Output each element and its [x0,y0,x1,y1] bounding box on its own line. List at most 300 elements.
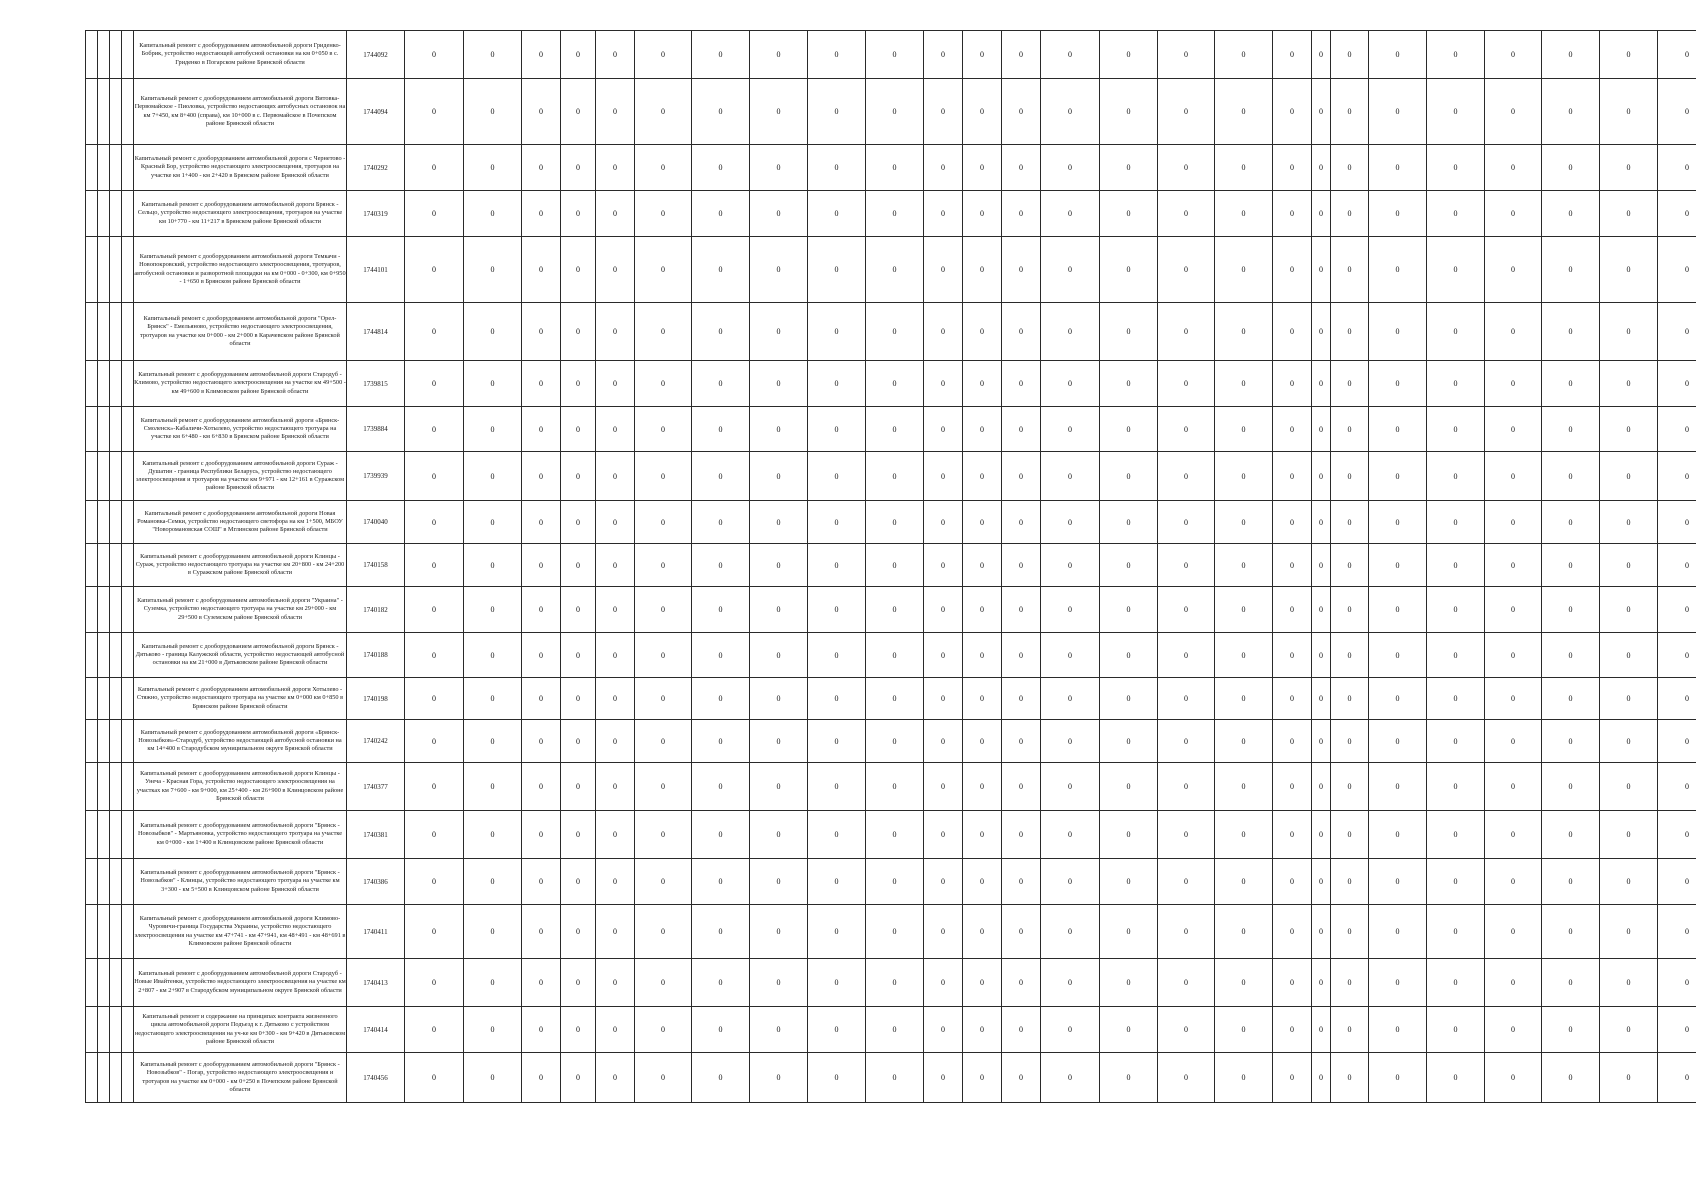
value-cell: 0 [405,720,464,763]
value-cell: 0 [692,811,750,859]
value-cell: 0 [1542,79,1600,145]
value-cell: 0 [924,501,963,544]
value-cell: 0 [635,191,692,237]
table-row [86,959,1696,1007]
value-cell: 0 [1427,407,1485,452]
value-cell: 0 [464,79,522,145]
index-cell [98,237,110,303]
value-cell: 0 [464,501,522,544]
value-cell: 0 [750,678,808,720]
value-cell: 0 [1331,452,1369,501]
value-cell: 0 [1331,191,1369,237]
value-cell: 0 [866,959,924,1007]
value-cell: 0 [1658,905,1696,959]
value-cell: 0 [924,1053,963,1103]
value-cell: 0 [1100,1053,1158,1103]
value-cell: 0 [750,31,808,79]
value-cell: 0 [963,811,1002,859]
value-cell: 0 [1312,237,1331,303]
value-cell: 0 [1002,544,1041,587]
value-cell: 0 [963,1007,1002,1053]
value-cell: 0 [1331,859,1369,905]
object-code-cell: 1739939 [347,452,405,501]
value-cell: 0 [1600,811,1658,859]
table-row [86,905,1696,959]
value-cell: 0 [1485,859,1542,905]
value-cell: 0 [750,633,808,678]
value-cell: 0 [522,720,561,763]
value-cell: 0 [1485,361,1542,407]
value-cell: 0 [522,959,561,1007]
value-cell: 0 [1041,720,1100,763]
index-cell [110,452,122,501]
object-code-cell: 1739884 [347,407,405,452]
index-cell [98,145,110,191]
value-cell: 0 [596,501,635,544]
value-cell: 0 [1369,31,1427,79]
value-cell: 0 [692,31,750,79]
value-cell: 0 [692,361,750,407]
value-cell: 0 [750,361,808,407]
index-cell [110,905,122,959]
value-cell: 0 [1312,145,1331,191]
object-code-cell: 1740182 [347,587,405,633]
value-cell: 0 [1002,501,1041,544]
value-cell: 0 [1658,361,1696,407]
value-cell: 0 [808,959,866,1007]
object-description-cell: Капитальный ремонт с дооборудованием автомобильной дороги "Украина" - Суземка, устройство недостающего тротуара на участке км 29+000 - км 29+500 в Суземском районе Брянской области [134,587,347,633]
value-cell: 0 [1100,633,1158,678]
object-code-cell: 1744092 [347,31,405,79]
value-cell: 0 [866,501,924,544]
value-cell: 0 [405,678,464,720]
index-cell [86,501,98,544]
value-cell: 0 [1002,1053,1041,1103]
value-cell: 0 [1600,31,1658,79]
value-cell: 0 [1002,31,1041,79]
index-cell [86,1053,98,1103]
value-cell: 0 [866,191,924,237]
object-description-cell: Капитальный ремонт с дооборудованием автомобильной дороги Витовка-Первомайское - Пиоловка, устройство недостающих автобусных остановок на км 7+450, км 8+400 (справа), км 10+000 в с. Первомайское в Почепском районе Брянской области [134,79,347,145]
value-cell: 0 [1369,544,1427,587]
value-cell: 0 [1002,407,1041,452]
object-description-cell: Капитальный ремонт с дооборудованием автомобильной дороги "Брянск - Новозыбков" - Мартьяновка, устройство недостающего тротуара на участке км 0+000 - км 1+400 в Клинцовском районе Брянской области [134,811,347,859]
value-cell: 0 [464,959,522,1007]
value-cell: 0 [963,633,1002,678]
value-cell: 0 [1100,407,1158,452]
value-cell: 0 [1100,720,1158,763]
value-cell: 0 [522,859,561,905]
value-cell: 0 [1542,959,1600,1007]
value-cell: 0 [1215,905,1273,959]
value-cell: 0 [405,859,464,905]
value-cell: 0 [1542,145,1600,191]
value-cell: 0 [1215,31,1273,79]
value-cell: 0 [808,544,866,587]
value-cell: 0 [1100,544,1158,587]
value-cell: 0 [635,678,692,720]
value-cell: 0 [1427,905,1485,959]
value-cell: 0 [1369,361,1427,407]
index-cell [98,407,110,452]
value-cell: 0 [596,763,635,811]
index-cell [86,1007,98,1053]
index-cell [86,678,98,720]
object-code-cell: 1740456 [347,1053,405,1103]
object-code-cell: 1744094 [347,79,405,145]
value-cell: 0 [808,763,866,811]
table-row [86,237,1696,303]
value-cell: 0 [924,633,963,678]
value-cell: 0 [1600,452,1658,501]
value-cell: 0 [924,303,963,361]
value-cell: 0 [692,544,750,587]
object-description-cell: Капитальный ремонт с дооборудованием автомобильной дороги Клинцы - Сураж, устройство недостающего тротуара на участке км 20+800 - км 24+200 в Суражском районе Брянской области [134,544,347,587]
index-cell [98,544,110,587]
value-cell: 0 [1427,811,1485,859]
value-cell: 0 [1658,959,1696,1007]
value-cell: 0 [561,191,596,237]
value-cell: 0 [405,31,464,79]
value-cell: 0 [464,1053,522,1103]
value-cell: 0 [1427,31,1485,79]
value-cell: 0 [596,191,635,237]
value-cell: 0 [1002,452,1041,501]
index-cell [98,31,110,79]
value-cell: 0 [1485,763,1542,811]
value-cell: 0 [1273,633,1312,678]
index-cell [98,763,110,811]
value-cell: 0 [635,905,692,959]
value-cell: 0 [1427,1007,1485,1053]
value-cell: 0 [750,859,808,905]
value-cell: 0 [464,905,522,959]
index-cell [98,811,110,859]
value-cell: 0 [1273,544,1312,587]
value-cell: 0 [522,544,561,587]
index-cell [110,678,122,720]
value-cell: 0 [1542,763,1600,811]
value-cell: 0 [692,859,750,905]
index-cell [122,720,134,763]
index-cell [98,303,110,361]
value-cell: 0 [1312,811,1331,859]
value-cell: 0 [561,452,596,501]
table-row [86,452,1696,501]
value-cell: 0 [1158,720,1215,763]
value-cell: 0 [1158,763,1215,811]
value-cell: 0 [405,303,464,361]
value-cell: 0 [1215,145,1273,191]
value-cell: 0 [1542,633,1600,678]
value-cell: 0 [561,501,596,544]
value-cell: 0 [1485,145,1542,191]
value-cell: 0 [963,361,1002,407]
value-cell: 0 [1041,237,1100,303]
value-cell: 0 [1658,763,1696,811]
index-cell [122,633,134,678]
value-cell: 0 [866,145,924,191]
budget-table [85,30,1696,1103]
value-cell: 0 [405,191,464,237]
value-cell: 0 [635,544,692,587]
object-description-cell: Капитальный ремонт с дооборудованием автомобильной дороги «Брянск-Смоленск»-Кабаличи-Хотылево, устройство недостающего тротуара на участке км 6+480 - км 6+830 в Брянском районе Брянской области [134,407,347,452]
value-cell: 0 [1600,237,1658,303]
index-cell [122,407,134,452]
value-cell: 0 [1369,720,1427,763]
value-cell: 0 [924,361,963,407]
value-cell: 0 [405,633,464,678]
index-cell [110,237,122,303]
value-cell: 0 [1041,678,1100,720]
object-description-cell: Капитальный ремонт с дооборудованием автомобильной дороги Темкачи - Новопокровский, устройство недостающего электроосвещения, тротуаров, автобусной остановки и разворотной площадки на км 0+000 - 0+300, км 0+950 - 1+650 в Брянском районе Брянской области [134,237,347,303]
value-cell: 0 [692,1053,750,1103]
value-cell: 0 [1100,303,1158,361]
value-cell: 0 [635,811,692,859]
object-description-cell: Капитальный ремонт с дооборудованием автомобильной дороги Новая Романовка-Семки, устройство недостающего светофора на км 1+500, МБОУ "Новоромановская СОШ" в Мглинском районе Брянской области [134,501,347,544]
value-cell: 0 [750,763,808,811]
index-cell [86,587,98,633]
value-cell: 0 [464,1007,522,1053]
value-cell: 0 [1331,811,1369,859]
value-cell: 0 [596,237,635,303]
value-cell: 0 [522,79,561,145]
value-cell: 0 [1041,452,1100,501]
value-cell: 0 [1427,191,1485,237]
value-cell: 0 [1658,79,1696,145]
value-cell: 0 [561,79,596,145]
value-cell: 0 [522,678,561,720]
value-cell: 0 [464,633,522,678]
value-cell: 0 [1369,763,1427,811]
value-cell: 0 [692,678,750,720]
value-cell: 0 [596,407,635,452]
value-cell: 0 [464,452,522,501]
index-cell [110,361,122,407]
value-cell: 0 [635,720,692,763]
value-cell: 0 [1100,361,1158,407]
value-cell: 0 [963,763,1002,811]
value-cell: 0 [1100,79,1158,145]
value-cell: 0 [750,452,808,501]
table-row [86,1053,1696,1103]
value-cell: 0 [1427,633,1485,678]
value-cell: 0 [1331,1053,1369,1103]
value-cell: 0 [1041,1053,1100,1103]
value-cell: 0 [963,79,1002,145]
value-cell: 0 [1485,237,1542,303]
value-cell: 0 [1485,407,1542,452]
value-cell: 0 [1273,79,1312,145]
index-cell [98,501,110,544]
value-cell: 0 [750,1053,808,1103]
index-cell [110,145,122,191]
value-cell: 0 [692,959,750,1007]
value-cell: 0 [1100,501,1158,544]
index-cell [110,501,122,544]
value-cell: 0 [1158,859,1215,905]
value-cell: 0 [1215,859,1273,905]
index-cell [86,859,98,905]
value-cell: 0 [963,859,1002,905]
value-cell: 0 [1331,1007,1369,1053]
value-cell: 0 [1658,407,1696,452]
value-cell: 0 [808,859,866,905]
value-cell: 0 [1312,361,1331,407]
value-cell: 0 [596,145,635,191]
value-cell: 0 [1215,633,1273,678]
index-cell [86,811,98,859]
value-cell: 0 [1542,859,1600,905]
value-cell: 0 [1369,303,1427,361]
value-cell: 0 [522,501,561,544]
value-cell: 0 [1158,79,1215,145]
index-cell [122,303,134,361]
value-cell: 0 [635,79,692,145]
value-cell: 0 [1485,678,1542,720]
table-row [86,303,1696,361]
index-cell [122,959,134,1007]
value-cell: 0 [963,501,1002,544]
table-row [86,763,1696,811]
value-cell: 0 [1215,303,1273,361]
value-cell: 0 [750,720,808,763]
value-cell: 0 [963,544,1002,587]
value-cell: 0 [692,587,750,633]
value-cell: 0 [1312,191,1331,237]
value-cell: 0 [924,763,963,811]
value-cell: 0 [596,361,635,407]
value-cell: 0 [1485,959,1542,1007]
value-cell: 0 [1369,959,1427,1007]
value-cell: 0 [1485,79,1542,145]
value-cell: 0 [464,859,522,905]
value-cell: 0 [1485,1007,1542,1053]
value-cell: 0 [522,407,561,452]
value-cell: 0 [924,31,963,79]
value-cell: 0 [1041,191,1100,237]
value-cell: 0 [692,763,750,811]
value-cell: 0 [750,237,808,303]
value-cell: 0 [1658,633,1696,678]
value-cell: 0 [1331,678,1369,720]
value-cell: 0 [405,1053,464,1103]
index-cell [110,544,122,587]
value-cell: 0 [924,237,963,303]
value-cell: 0 [561,1007,596,1053]
value-cell: 0 [1658,544,1696,587]
value-cell: 0 [1485,587,1542,633]
value-cell: 0 [924,145,963,191]
value-cell: 0 [1312,452,1331,501]
value-cell: 0 [464,407,522,452]
value-cell: 0 [1215,501,1273,544]
value-cell: 0 [924,811,963,859]
value-cell: 0 [1331,905,1369,959]
value-cell: 0 [1215,237,1273,303]
value-cell: 0 [1331,959,1369,1007]
value-cell: 0 [1002,859,1041,905]
value-cell: 0 [561,587,596,633]
value-cell: 0 [1600,79,1658,145]
value-cell: 0 [808,452,866,501]
value-cell: 0 [1542,303,1600,361]
value-cell: 0 [1273,959,1312,1007]
value-cell: 0 [1427,452,1485,501]
value-cell: 0 [750,905,808,959]
value-cell: 0 [808,720,866,763]
value-cell: 0 [1542,678,1600,720]
value-cell: 0 [924,1007,963,1053]
value-cell: 0 [1312,633,1331,678]
value-cell: 0 [808,303,866,361]
value-cell: 0 [1542,720,1600,763]
value-cell: 0 [1331,633,1369,678]
index-cell [110,79,122,145]
value-cell: 0 [808,31,866,79]
value-cell: 0 [1542,237,1600,303]
value-cell: 0 [866,859,924,905]
value-cell: 0 [1331,763,1369,811]
value-cell: 0 [1542,31,1600,79]
value-cell: 0 [1542,587,1600,633]
value-cell: 0 [1658,811,1696,859]
value-cell: 0 [866,361,924,407]
value-cell: 0 [1215,959,1273,1007]
value-cell: 0 [1485,303,1542,361]
table-row [86,191,1696,237]
value-cell: 0 [1002,191,1041,237]
value-cell: 0 [635,1053,692,1103]
value-cell: 0 [1002,237,1041,303]
value-cell: 0 [1002,633,1041,678]
value-cell: 0 [1542,544,1600,587]
table-row [86,859,1696,905]
value-cell: 0 [1485,544,1542,587]
value-cell: 0 [1273,31,1312,79]
value-cell: 0 [1427,678,1485,720]
value-cell: 0 [1427,303,1485,361]
value-cell: 0 [808,1053,866,1103]
index-cell [110,587,122,633]
value-cell: 0 [1215,361,1273,407]
index-cell [122,452,134,501]
value-cell: 0 [405,763,464,811]
index-cell [122,587,134,633]
value-cell: 0 [1331,544,1369,587]
value-cell: 0 [522,361,561,407]
value-cell: 0 [1100,587,1158,633]
value-cell: 0 [561,31,596,79]
value-cell: 0 [1312,587,1331,633]
object-description-cell: Капитальный ремонт с дооборудованием автомобильной дороги Брянск - Дятьково - граница Калужской области, устройство недостающей автобусной остановки на км 21+000 в Дятьковском районе Брянской области [134,633,347,678]
value-cell: 0 [464,720,522,763]
value-cell: 0 [405,905,464,959]
value-cell: 0 [1158,452,1215,501]
table-row [86,145,1696,191]
object-code-cell: 1740198 [347,678,405,720]
value-cell: 0 [1215,1053,1273,1103]
value-cell: 0 [1100,811,1158,859]
object-code-cell: 1740386 [347,859,405,905]
value-cell: 0 [808,145,866,191]
value-cell: 0 [866,763,924,811]
value-cell: 0 [692,145,750,191]
value-cell: 0 [1158,544,1215,587]
index-cell [86,763,98,811]
value-cell: 0 [1273,237,1312,303]
value-cell: 0 [405,1007,464,1053]
